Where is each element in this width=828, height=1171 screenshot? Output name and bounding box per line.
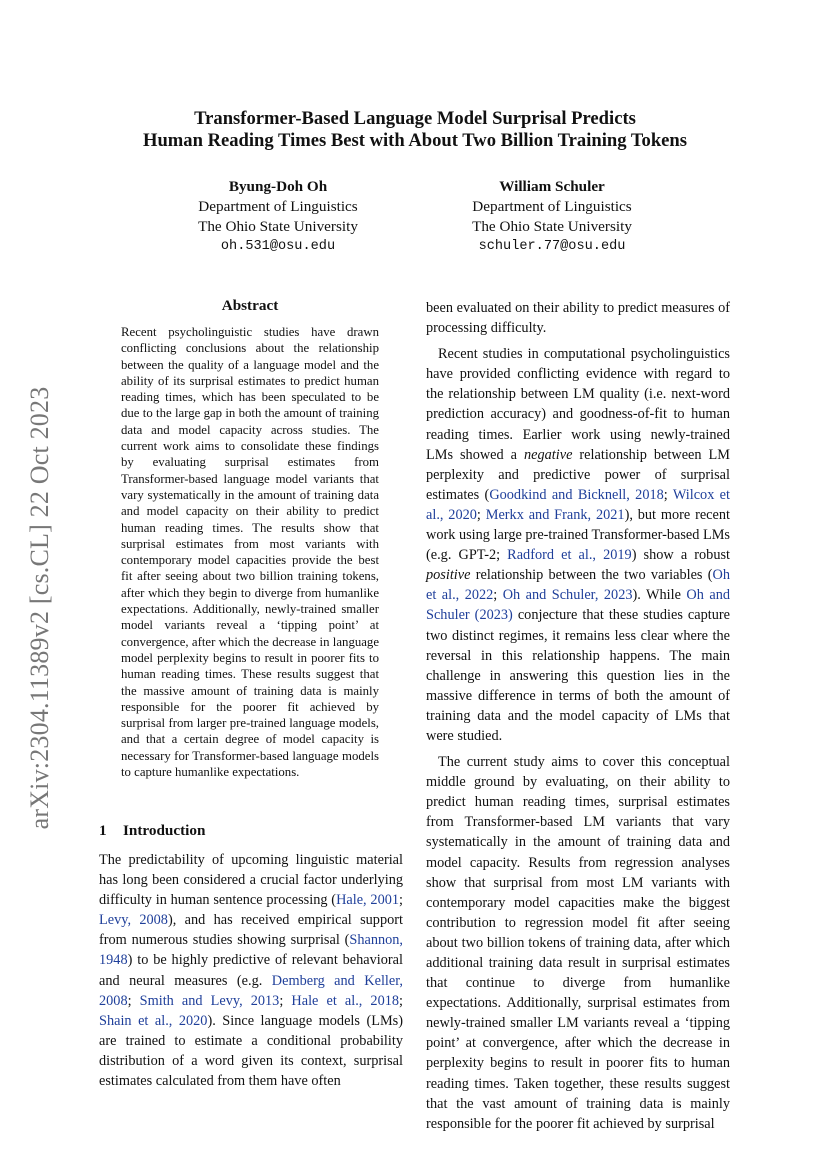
intro-paragraph-3: The current study aims to cover this conceptual middle ground by evaluating, on their ability to predict human reading times, surprisal estimates from Transformer-based LM variants that vary systematically in the amount of training data and model capacity. Results from regression analyses show that surprisal from most LM variants with contemporary model capacities make the biggest contribution to regression model fit after seeing about two billion tokens of training data, after which additional training data result in surprisal estimates that continue to diverge from humanlike expectations. Additionally, surprisal estimates from newly-trained smaller LM variants reveal a ‘tipping point’ at convergence, after which the decrease in perplexity begins to result in poorer fits to human reading times. Taken together, these results suggest that the vast amount of training data is mainly responsible for the poorer fit achieved by surprisal bbox=[426, 754, 730, 1132]
emphasis: positive bbox=[426, 567, 471, 584]
text-run: Recent studies in computational psycholinguistics have provided conflicting evidence with regard to the relationship between LM quality (i.e. next-word prediction accuracy) and goodness-of-fit to human reading times. Earlier work using newly-trained LMs showed a bbox=[426, 346, 730, 463]
author-name: William Schuler bbox=[499, 178, 605, 195]
citation-link[interactable]: Merkx and Frank, 2021 bbox=[485, 506, 625, 523]
citation-link[interactable]: Oh and Schuler, 2023 bbox=[502, 587, 633, 604]
text-run: ) show a robust bbox=[631, 547, 730, 564]
paper-title-line-2: Human Reading Times Best with About Two Billion Training Tokens bbox=[142, 130, 688, 151]
text-run: ; bbox=[127, 992, 140, 1009]
text-run: relationship between LM perplexity and predictive power of surprisal estimates ( bbox=[426, 446, 730, 503]
author-email: schuler.77@osu.edu bbox=[478, 239, 626, 254]
citation-link[interactable]: Demberg and Keller, 2008 bbox=[99, 972, 403, 1009]
intro-paragraph-1-continued: been evaluated on their ability to predict measures of processing difficulty. bbox=[426, 300, 730, 337]
intro-paragraph-1 bbox=[99, 850, 403, 1091]
author-block-1 bbox=[148, 177, 408, 257]
text-run: ; bbox=[663, 486, 673, 503]
text-run: ; bbox=[476, 506, 486, 523]
text-run: conjecture that these studies capture two distinct regimes, it remains less clear where the reversal in this relationship happens. The main challenge in answering this question lies in the massive difference in terms of both the amount of training data and the model capacity of LMs that were studied. bbox=[426, 607, 730, 744]
emphasis: negative bbox=[524, 446, 573, 463]
author-email: oh.531@osu.edu bbox=[220, 239, 336, 254]
text-run: ; bbox=[399, 992, 404, 1009]
citation-link[interactable]: Oh et al., 2022 bbox=[426, 567, 730, 604]
citation-link[interactable]: Hale, 2001 bbox=[336, 892, 400, 909]
text-run: ; bbox=[279, 992, 292, 1009]
text-run: ), but more recent work using large pre-trained Transformer-based LMs (e.g. GPT-2; bbox=[426, 506, 730, 564]
section-number: 1 bbox=[99, 822, 107, 839]
text-run: ), and has received empirical support from numerous studies showing surprisal ( bbox=[99, 912, 403, 949]
text-run: relationship between the two variables ( bbox=[470, 567, 713, 584]
citation-link[interactable]: Goodkind and Bicknell, 2018 bbox=[489, 486, 664, 503]
paper-title bbox=[90, 108, 740, 152]
author-university: The Ohio State University bbox=[472, 218, 632, 235]
text-run: ). While bbox=[632, 587, 687, 604]
citation-link[interactable]: Smith and Levy, 2013 bbox=[139, 992, 280, 1009]
arxiv-identifier-sidebar bbox=[20, 368, 60, 848]
text-run: ). Since language models (LMs) are trained to estimate a conditional probability distribution of a word given its context, surprisal estimates calculated from them have often bbox=[99, 1012, 403, 1090]
author-department: Department of Linguistics bbox=[198, 198, 358, 215]
citation-link[interactable]: Wilcox et al., 2020 bbox=[426, 486, 730, 523]
citation-link[interactable]: Shain et al., 2020 bbox=[99, 1012, 208, 1029]
text-run: The predictability of upcoming linguistic material has long been considered a crucial factor underlying difficulty in human sentence processing ( bbox=[99, 852, 403, 909]
text-run: ; bbox=[493, 587, 503, 604]
citation-link[interactable]: Levy, 2008 bbox=[99, 912, 168, 929]
citation-link[interactable]: Oh and Schuler (2023) bbox=[426, 587, 730, 624]
author-department: Department of Linguistics bbox=[472, 198, 632, 215]
text-run: ) to be highly predictive of relevant behavioral and neural measures (e.g. bbox=[99, 952, 403, 989]
section-title: Introduction bbox=[123, 822, 206, 839]
author-name: Byung-Doh Oh bbox=[228, 178, 328, 195]
author-university: The Ohio State University bbox=[198, 218, 358, 235]
author-block-2 bbox=[422, 177, 682, 257]
right-column bbox=[426, 298, 730, 1134]
intro-paragraph-2 bbox=[426, 344, 730, 746]
text-run: ; bbox=[399, 892, 403, 909]
citation-link[interactable]: Shannon, 1948 bbox=[99, 932, 403, 969]
citation-link[interactable]: Radford et al., 2019 bbox=[507, 547, 632, 564]
arxiv-id-text: arXiv:2304.11389v2 [cs.CL] 22 Oct 2023 bbox=[25, 386, 54, 830]
paper-title-line-1: Transformer-Based Language Model Surprisal Predicts bbox=[194, 108, 636, 129]
abstract-heading: Abstract bbox=[221, 297, 279, 314]
abstract-text: Recent psycholinguistic studies have drawn conflicting conclusions about the relationship between the quality of a language model and the ability of its surprisal estimates to predict human reading times, which has been speculated to be due to the large gap in both the amount of training data and model capacity across studies. The current work aims to consolidate these findings by evaluating surprisal estimates from Transformer-based language model variants that vary systematically in the amount of training data and model capacity on their ability to predict human reading times. The results show that surprisal estimates from most variants with contemporary model capacities provide the best fit after seeing about two billion training tokens, after which they begin to diverge from humanlike expectations. Additionally, newly-trained smaller model variants reveal a ‘tipping point’ at convergence, after which the decrease in language model perplexity begins to result in poorer fits to human reading times. These results suggest that the massive amount of training data is mainly responsible for the poorer fit achieved by surprisal from larger pre-trained language models, and that a certain degree of model capacity is necessary for Transformer-based language models to capture humanlike expectations. bbox=[121, 325, 379, 780]
section-heading-introduction bbox=[99, 821, 399, 841]
citation-link[interactable]: Hale et al., 2018 bbox=[291, 992, 400, 1009]
